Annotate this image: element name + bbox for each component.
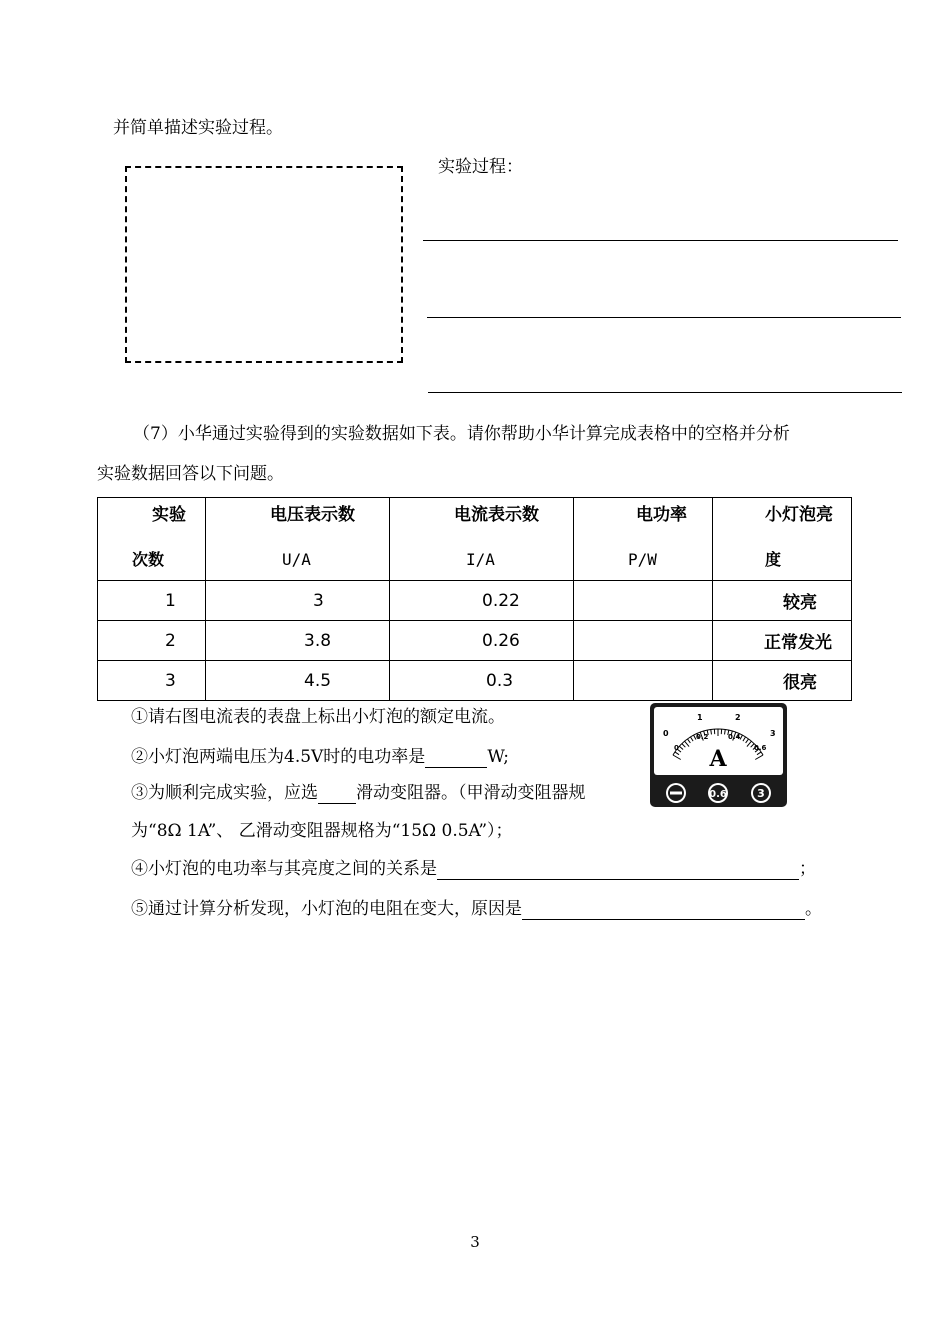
question-4-text: ④小灯泡的电功率与其亮度之间的关系是 [131,859,437,879]
relation-answer-blank[interactable] [437,861,799,880]
header-trial-line1: 实验 [152,505,186,525]
header-trial [98,498,206,581]
circuit-diagram-box [125,166,403,363]
cell-current: 0.3 [390,661,574,701]
header-power [574,498,713,581]
cell-power [574,621,713,661]
question-4 [131,858,816,880]
table-row [98,661,852,701]
rheostat-answer-blank[interactable] [318,785,356,804]
scale-tick [725,730,726,735]
question-3-text: ③为顺利完成实验，应选 [131,783,318,803]
scale-bottom-label: 0.4 [728,733,741,741]
cell-current: 0.22 [390,581,574,621]
reason-answer-blank[interactable] [522,901,805,920]
question-5 [131,898,822,920]
cell-voltage: 4.5 [206,661,390,701]
header-trial-line2: 次数 [132,550,165,569]
header-power-line1: 电功率 [636,505,687,525]
terminal-3-label: 3 [757,787,765,800]
scale-top-label: 0 [663,729,669,738]
cell-trial: 3 [98,661,206,701]
scale-top-label: 1 [697,713,703,722]
terminal-0-6[interactable] [708,783,728,803]
header-brightness-line1: 小灯泡亮 [765,505,833,525]
cell-trial: 2 [98,621,206,661]
terminal-negative[interactable] [666,783,686,803]
terminal-3[interactable] [751,783,771,803]
intro-line: 并简单描述实验过程。 [113,118,283,138]
power-answer-blank[interactable] [425,749,487,768]
header-voltage [206,498,390,581]
terminal-0-6-label: 0.6 [709,789,727,800]
question-3 [131,782,647,804]
header-power-line2: P/W [628,550,657,569]
page-number: 3 [470,1233,480,1251]
ammeter-dial [650,703,787,807]
answer-line-1 [423,240,898,241]
question-3-text-cont: 滑动变阻器。（甲滑动变阻器规 [356,783,586,803]
question-4-end: ； [799,859,816,879]
header-voltage-line2: U/A [282,550,311,569]
scale-top-label: 3 [770,729,776,738]
header-brightness [713,498,852,581]
header-current [390,498,574,581]
scale-bottom-label: 0.6 [754,744,767,752]
question-7-line-1: （7）小华通过实验得到的实验数据如下表。请你帮助小华计算完成表格中的空格并分析 [133,424,790,444]
cell-trial: 1 [98,581,206,621]
question-3-line-2: 为“8Ω 1A”、 乙滑动变阻器规格为“15Ω 0.5A”）； [131,821,513,841]
process-label: 实验过程： [438,157,523,177]
header-current-line1: 电流表示数 [454,505,539,525]
question-5-end: 。 [805,899,822,919]
question-5-text: ⑤通过计算分析发现，小灯泡的电阻在变大，原因是 [131,899,522,919]
question-2 [131,746,509,768]
ammeter-symbol: A [709,746,727,772]
question-2-text: ②小灯泡两端电压为4.5V时的电功率是 [131,747,426,767]
header-voltage-line1: 电压表示数 [270,505,355,525]
scale-bottom-label: 0.2 [696,733,709,741]
header-brightness-line2: 度 [765,550,782,569]
header-current-line2: I/A [466,550,495,569]
question-2-unit: W; [487,747,510,767]
cell-voltage: 3 [206,581,390,621]
cell-brightness: 正常发光 [713,621,852,661]
cell-voltage: 3.8 [206,621,390,661]
scale-tick [711,730,712,735]
table-row [98,581,852,621]
table-row [98,621,852,661]
answer-line-3 [428,392,902,393]
answer-line-2 [427,317,901,318]
table-header-row [98,498,852,581]
question-7-line-2: 实验数据回答以下问题。 [97,464,284,484]
scale-bottom-label: 0 [674,744,679,752]
cell-brightness: 较亮 [713,581,852,621]
cell-power [574,581,713,621]
question-1: ①请右图电流表的表盘上标出小灯泡的额定电流。 [131,707,505,727]
experiment-data-table [97,497,852,701]
cell-brightness: 很亮 [713,661,852,701]
cell-power [574,661,713,701]
cell-current: 0.26 [390,621,574,661]
scale-top-label: 2 [735,713,741,722]
